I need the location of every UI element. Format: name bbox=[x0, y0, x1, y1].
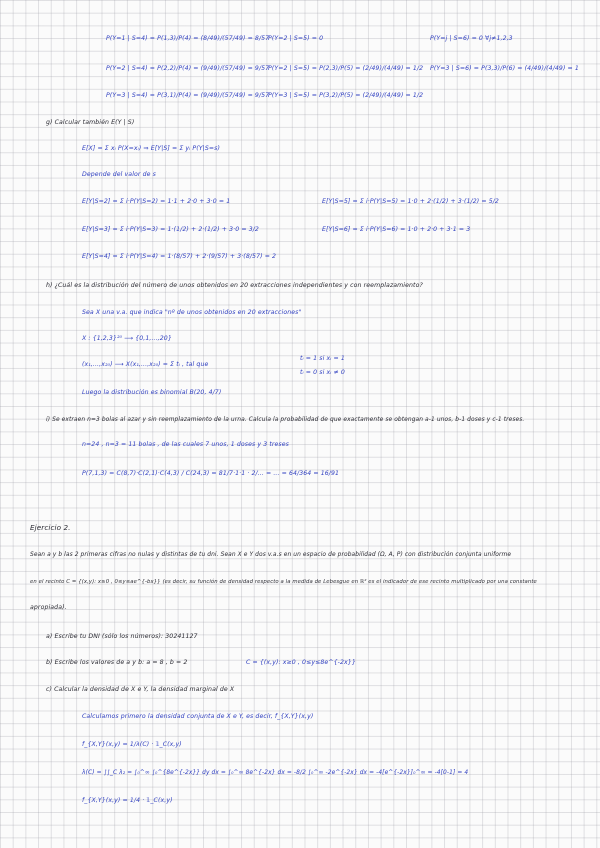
line-p-y3-s4: P(Y=3 | S=4) = P(3,1)/P(4) = (9/49)/(57/49) = 9/57 bbox=[106, 92, 270, 99]
line-define-x: Sea X una v.a. que indica "nº de unos obtenidos en 20 extracciones" bbox=[82, 309, 302, 316]
heading-part-g: g) Calcular también E(Y | S) bbox=[46, 119, 135, 126]
line-x-sum: (x₁,...,x₂₀) ⟶ X(x₁,...,x₂₀) = Σ tᵢ , tal que bbox=[82, 361, 209, 368]
line-dni: a) Escribe tu DNI (sólo los números): 30241127 bbox=[46, 633, 198, 640]
line-depends-on-s: Depende del valor de s bbox=[82, 171, 156, 178]
line-p-y3-s5: P(Y=3 | S=5) = P(3,2)/P(5) = (2/49)/(4/49) = 1/2 bbox=[268, 92, 424, 99]
line-urn-composition: n=24 , n=3 = 11 bolas , de las cuales 7 unos, 1 doses y 3 treses bbox=[82, 441, 289, 448]
line-binomial: Luego la distribución es binomial B(20, 4/7) bbox=[82, 389, 222, 396]
line-values-a-b: b) Escribe los valores de a y b: a = 8 , b = 2 bbox=[46, 659, 188, 666]
line-joint-density-intro: Calculamos primero la densidad conjunta de X e Y, es decir, f_{X,Y}(x,y) bbox=[82, 713, 314, 720]
line-x-mapping: X : {1,2,3}²⁰ ⟶ {0,1,...,20} bbox=[82, 335, 172, 342]
line-p-y3-s6: P(Y=3 | S=6) = P(3,3)/P(6) = (4/49)/(4/49) = 1 bbox=[430, 65, 579, 72]
line-indicator-zero: tᵢ = 0 si xᵢ ≠ 0 bbox=[300, 369, 345, 376]
line-p-y2-s4: P(Y=2 | S=4) = P(2,2)/P(4) = (9/49)/(57/49) = 9/57 bbox=[106, 65, 270, 72]
statement-line-1: Sean a y b las 2 primeras cifras no nulas y distintas de tu dni. Sean X e Y dos v.a.s en un espacio de probabilidad (Ω, A, P) con distribución conjunta uniforme bbox=[30, 552, 512, 558]
heading-part-h: h) ¿Cuál es la distribución del número de unos obtenidos en 20 extracciones independientes y con reemplazamiento? bbox=[46, 282, 423, 289]
statement-line-2: en el recinto C = {(x,y): x≥0 , 0≤y≤ae^{-bx}} (es decir, su función de densidad respecto a la medida de Lebesgue en ℝ² es el indicador de ese recinto multiplicado por una constante bbox=[30, 579, 537, 585]
line-p-y1-s4: P(Y=1 | S=4) = P(1,3)/P(4) = (8/49)/(57/49) = 8/57 bbox=[106, 35, 270, 42]
line-hypergeometric: P(7,1,3) = C(8,7)·C(2,1)·C(4,3) / C(24,3) = 81/7·1·1 · 2/... = ... = 64/364 = 16/91 bbox=[82, 470, 340, 477]
line-region-c: C = {(x,y): x≥0 , 0≤y≤8e^{-2x}} bbox=[246, 659, 356, 666]
line-indicator-one: tᵢ = 1 si xᵢ = 1 bbox=[300, 355, 345, 362]
line-p-yj-s6: P(Y=j | S=6) = 0 ∀j≠1,2,3 bbox=[430, 35, 513, 42]
line-e-y-s6: E[Y|S=6] = Σ i·P(Y|S=6) = 1·0 + 2·0 + 3·1 = 3 bbox=[322, 226, 471, 233]
heading-part-c: c) Calcular la densidad de X e Y, la densidad marginal de X bbox=[46, 686, 235, 693]
line-e-y-s5: E[Y|S=5] = Σ i·P(Y|S=5) = 1·0 + 2·(1/2) + 3·(1/2) = 5/2 bbox=[322, 198, 499, 205]
statement-line-3: apropiada). bbox=[30, 604, 67, 611]
line-area-c: λ(C) = ∫∫_C λ₂ = ∫₀^∞ ∫₀^{8e^{-2x}} dy dx = ∫₀^∞ 8e^{-2x} dx = -8/2 ∫₀^∞ -2e^{-2x} dx = -4[e^{-2x}]₀^∞ = -4[0-1] = 4 bbox=[82, 770, 469, 776]
heading-ejercicio-2: Ejercicio 2. bbox=[30, 523, 71, 532]
line-p-y2-s5-zero: P(Y=2 | S=5) = 0 bbox=[268, 35, 324, 42]
line-e-y-s4: E[Y|S=4] = Σ i·P(Y|S=4) = 1·(8/57) + 2·(9/57) + 3·(8/57) = 2 bbox=[82, 253, 277, 260]
line-e-y-s2: E[Y|S=2] = Σ i·P(Y|S=2) = 1·1 + 2·0 + 3·0 = 1 bbox=[82, 198, 231, 205]
heading-part-i: i) Se extraen n=3 bolas al azar y sin reemplazamiento de la urna. Calcula la probabilidad de que exactamente se obtengan a-1 unos, b-1 doses y c-1 treses. bbox=[46, 417, 525, 423]
line-joint-density-result: f_{X,Y}(x,y) = 1/4 · 𝟙_C(x,y) bbox=[82, 797, 173, 804]
line-joint-density-def: f_{X,Y}(x,y) = 1/λ(C) · 𝟙_C(x,y) bbox=[82, 741, 182, 748]
line-e-y-s3: E[Y|S=3] = Σ i·P(Y|S=3) = 1·(1/2) + 2·(1/2) + 3·0 = 3/2 bbox=[82, 226, 259, 233]
line-p-y2-s5: P(Y=2 | S=5) = P(2,3)/P(5) = (2/49)/(4/49) = 1/2 bbox=[268, 65, 424, 72]
line-expectation-def: E[X] = Σ xᵢ P(X=xᵢ) ⇒ E[Y|S] = Σ yᵢ P(Y|S=s) bbox=[82, 145, 220, 152]
